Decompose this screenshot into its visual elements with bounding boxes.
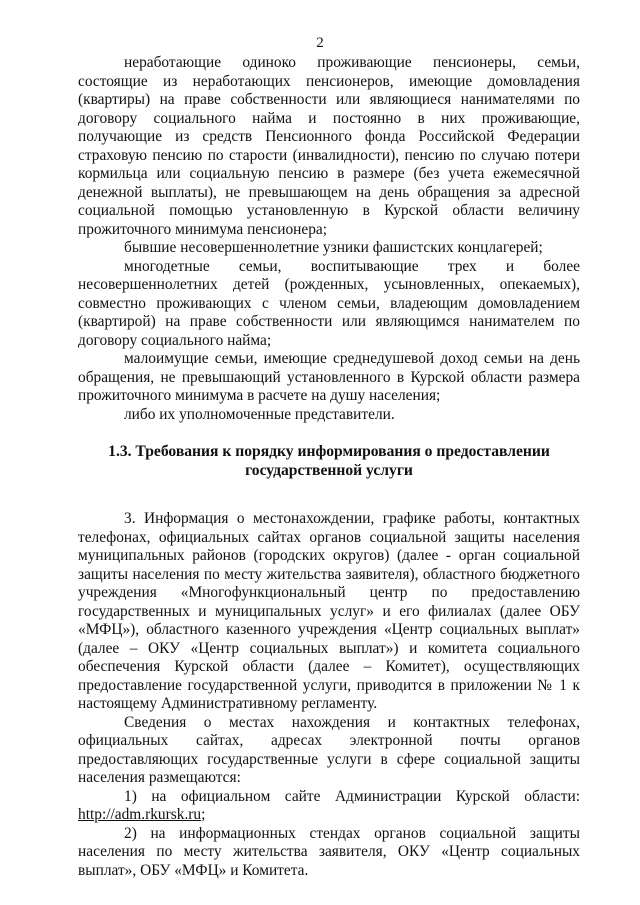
- paragraph-pensioners: неработающие одиноко проживающие пенсионеры, семьи, состоящие из неработающих пенсионеров, имеющие домовладения (квартиры) на праве собственности или являющиеся нанимателями по договору социального найма и постоянно в них проживающие, получающие из средств Пенсионного фонда Российской Федерации страховую пенсию по старости (инвалидности), пенсию по случаю потери кормильца или социальную пенсию в размере (без учета ежемесячной денежной выплаты), не превышающем на день обращения за адресной социальной помощью установленную в Курской области величину прожиточного минимума пенсионера;: [78, 54, 580, 238]
- official-site-text: 1) на официальном сайте Администрации Курской области:: [124, 787, 580, 805]
- paragraph-information-location: 3. Информация о местонахождении, графике работы, контактных телефонах, официальных сайтах органов социальной защиты населения муниципальных районов (городских округов) (далее - орган социальной защиты населения по месту жительства заявителя), областного бюджетного учреждения «Многофункциональный центр по предоставлению государственных и муниципальных услуг» и его филиалах (далее ОБУ «МФЦ»), областного казенного учреждения «Центр социальных выплат» (далее – ОКУ «Центр социальных выплат») и комитета социального обеспечения Курской области (далее – Комитет), осуществляющих предоставление государственной услуги, приводится в приложении № 1 к настоящему Административному регламенту.: [78, 510, 580, 712]
- paragraph-representatives: либо их уполномоченные представители.: [124, 405, 395, 423]
- page-number: 2: [316, 35, 324, 51]
- official-site-link[interactable]: http://adm.rkursk.ru: [78, 806, 202, 823]
- paragraph-information-placement: Сведения о местах нахождения и контактных телефонах, официальных сайтах, адресах электронной почты органов предоставляющих государственные услуги в сфере социальной защиты населения размещаются:: [78, 713, 580, 786]
- paragraph-official-site: [78, 788, 580, 825]
- paragraph-large-families: многодетные семьи, воспитывающие трех и более несовершеннолетних детей (рожденных, усыновленных, опекаемых), совместно проживающих с членом семьи, владеющим домовладением (квартирой) на праве собственности или являющимся нанимателем по договору социального найма;: [78, 257, 580, 349]
- section-title: 1.3. Требования к порядку информирования о предоставлении государственной услуги: [108, 443, 550, 479]
- paragraph-low-income-families: малоимущие семьи, имеющие среднедушевой доход семьи на день обращения, не превышающий установленного в Курской области размера прожиточного минимума в расчете на душу населения;: [78, 350, 580, 404]
- link-suffix: ;: [201, 806, 206, 823]
- document-body: [78, 54, 580, 880]
- paragraph-former-prisoners: бывшие несовершеннолетние узники фашистских концлагерей;: [124, 239, 543, 256]
- paragraph-information-stands: 2) на информационных стендах органов социальной защиты населения по месту жительства заявителя, ОКУ «Центр социальных выплат», ОБУ «МФЦ» и Комитета.: [78, 824, 580, 879]
